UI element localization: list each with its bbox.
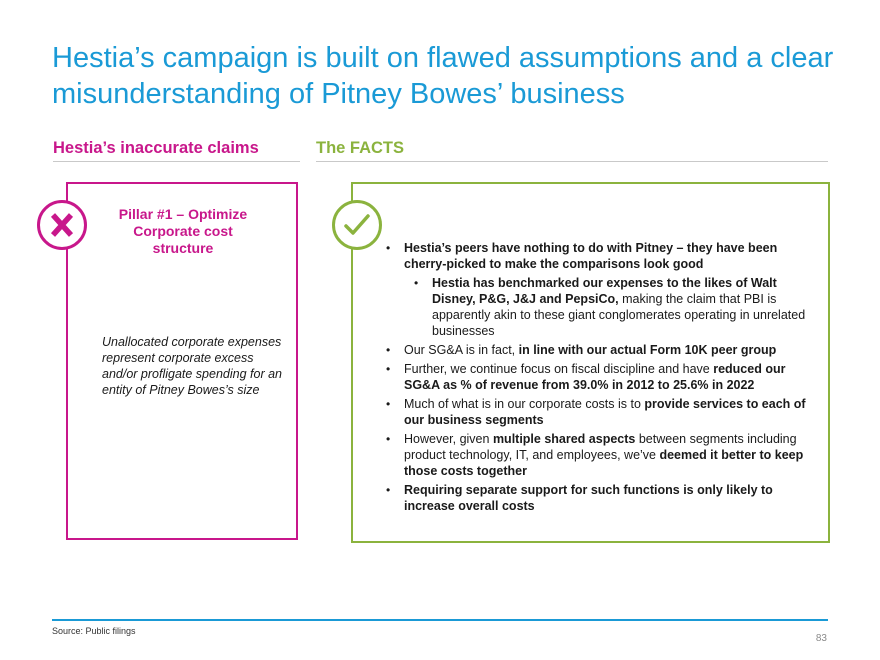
fact-item xyxy=(385,240,821,272)
claims-heading-rule xyxy=(53,161,300,162)
page-number: 83 xyxy=(815,633,827,644)
bullet-marker: • xyxy=(386,483,391,497)
bullet-marker: • xyxy=(386,362,391,376)
fact-text: However, given xyxy=(404,432,493,446)
checkmark-icon xyxy=(332,200,382,250)
bullet-marker: • xyxy=(386,343,391,357)
x-mark-glyph xyxy=(49,212,75,238)
fact-text-bold: in line with our actual Form 10K peer group xyxy=(518,343,777,357)
fact-text: making the claim that PBI is apparently akin to these giant conglomerates operating in unrelated businesses xyxy=(432,292,806,338)
fact-text: between segments including product technology, IT, and employees, we’ve xyxy=(404,432,797,462)
fact-text: Much of what is in our corporate costs is to xyxy=(404,397,645,411)
pillar-label: Pillar #1 – Optimize Corporate cost structure xyxy=(118,206,248,256)
fact-item xyxy=(385,482,821,514)
facts-heading-rule xyxy=(316,161,828,162)
checkmark-glyph xyxy=(343,212,371,238)
fact-text-bold: reduced our SG&A as % of revenue from 39.0% in 2012 to 25.6% in 2022 xyxy=(404,362,786,392)
fact-text-bold: Requiring separate support for such functions is only likely to increase overall costs xyxy=(404,483,773,513)
source-note: Source: Public filings xyxy=(52,626,136,636)
footer-rule xyxy=(52,619,828,621)
bullet-marker: • xyxy=(386,397,391,411)
facts-list xyxy=(385,240,821,517)
claims-heading: Hestia’s inaccurate claims xyxy=(53,139,259,157)
fact-item xyxy=(385,342,821,358)
fact-text-bold: Hestia has benchmarked our expenses to the likes of Walt Disney, P&G, J&J and PepsiCo, xyxy=(432,276,777,306)
fact-item xyxy=(385,431,821,479)
x-mark-icon xyxy=(37,200,87,250)
bullet-marker: • xyxy=(386,432,391,446)
fact-item xyxy=(385,361,821,393)
fact-text-bold: multiple shared aspects xyxy=(492,432,636,446)
bullet-marker: • xyxy=(386,241,391,255)
fact-text: Our SG&A is in fact, xyxy=(404,343,519,357)
fact-text-bold: deemed it better to keep those costs together xyxy=(404,448,804,478)
slide-title: Hestia’s campaign is built on flawed assumptions and a clear misunderstanding of Pitney Bowes’ business xyxy=(52,42,834,110)
fact-item xyxy=(385,396,821,428)
claim-text: Unallocated corporate expenses represent corporate excess and/or profligate spending for an entity of Pitney Bowes’s size xyxy=(102,335,282,397)
fact-item xyxy=(413,275,821,339)
fact-text-bold: provide services to each of our business segments xyxy=(404,397,806,427)
fact-text: Further, we continue focus on fiscal discipline and have xyxy=(404,362,714,376)
facts-heading: The FACTS xyxy=(316,139,405,157)
fact-text-bold: Hestia’s peers have nothing to do with Pitney – they have been cherry-picked to make the comparisons look good xyxy=(404,241,778,271)
bullet-marker: • xyxy=(414,276,419,290)
